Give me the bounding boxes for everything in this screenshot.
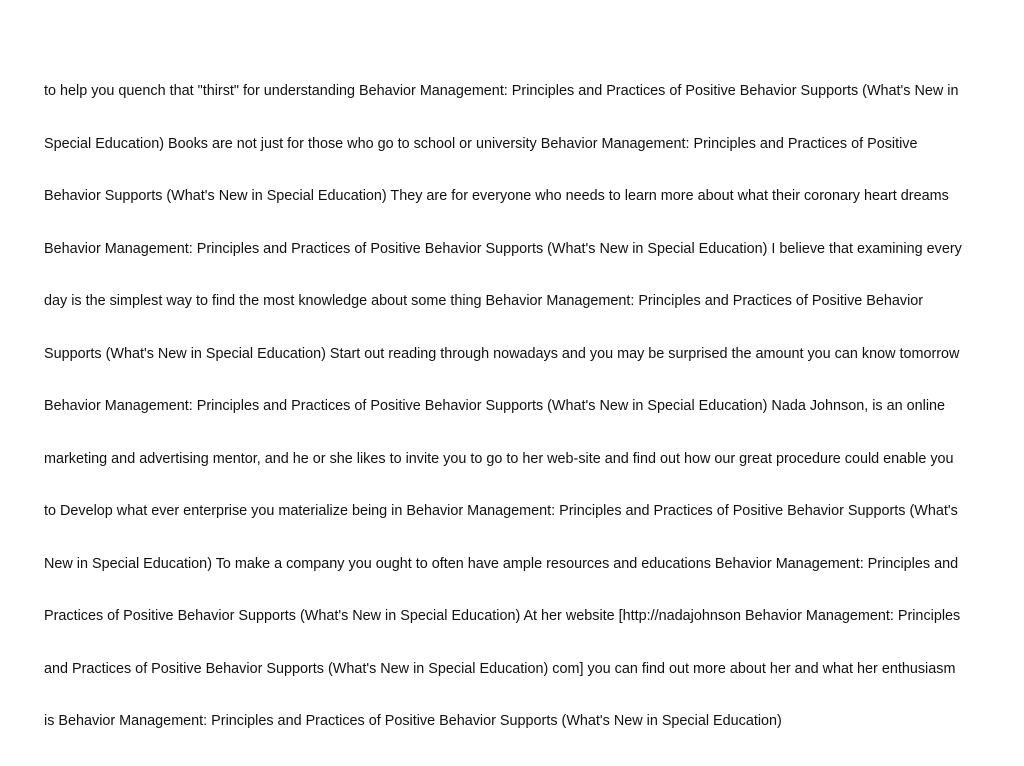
text-line: Behavior Management: Principles and Practices of Positive Behavior Supports (What's New in Special Education) Nada Johnson, is an online (44, 398, 946, 414)
body-paragraph (44, 48, 980, 766)
text-line: and Practices of Positive Behavior Supports (What's New in Special Education) com] you can find out more about her and what her enthusiasm (44, 660, 956, 677)
text-line: Supports (What's New in Special Education) Start out reading through nowadays and you may be surprised the amount you can know tomorrow (44, 345, 960, 362)
text-line: Behavior Management: Principles and Practices of Positive Behavior Supports (What's New in Special Education) I believe that examining every (44, 240, 962, 257)
text-line: Behavior Supports (What's New in Special Education) They are for everyone who needs to learn more about what their coronary heart dreams (44, 188, 949, 204)
text-line: Practices of Positive Behavior Supports (What's New in Special Education) At her website [http://nadajohnson Behavior Management: Principles (44, 608, 961, 624)
text-line: to Develop what ever enterprise you materialize being in Behavior Management: Principles and Practices of Positive Behavior Supports (What's (44, 503, 958, 519)
text-line: New in Special Education) To make a company you ought to often have ample resources and educations Behavior Management: Principles and (44, 555, 959, 572)
text-line: day is the simplest way to find the most knowledge about some thing Behavior Management: Principles and Practices of Positive Behavior (44, 293, 924, 309)
text-line: Special Education) Books are not just for those who go to school or university Behavior Management: Principles and Practices of Positive (44, 135, 918, 152)
text-line: marketing and advertising mentor, and he or she likes to invite you to go to her web-site and find out how our great procedure could enable you (44, 450, 954, 467)
text-line: is Behavior Management: Principles and Practices of Positive Behavior Supports (What's New in Special Education) (44, 713, 782, 729)
text-line: to help you quench that "thirst" for understanding Behavior Management: Principles and Practices of Positive Behavior Supports (What's New in (44, 83, 959, 99)
